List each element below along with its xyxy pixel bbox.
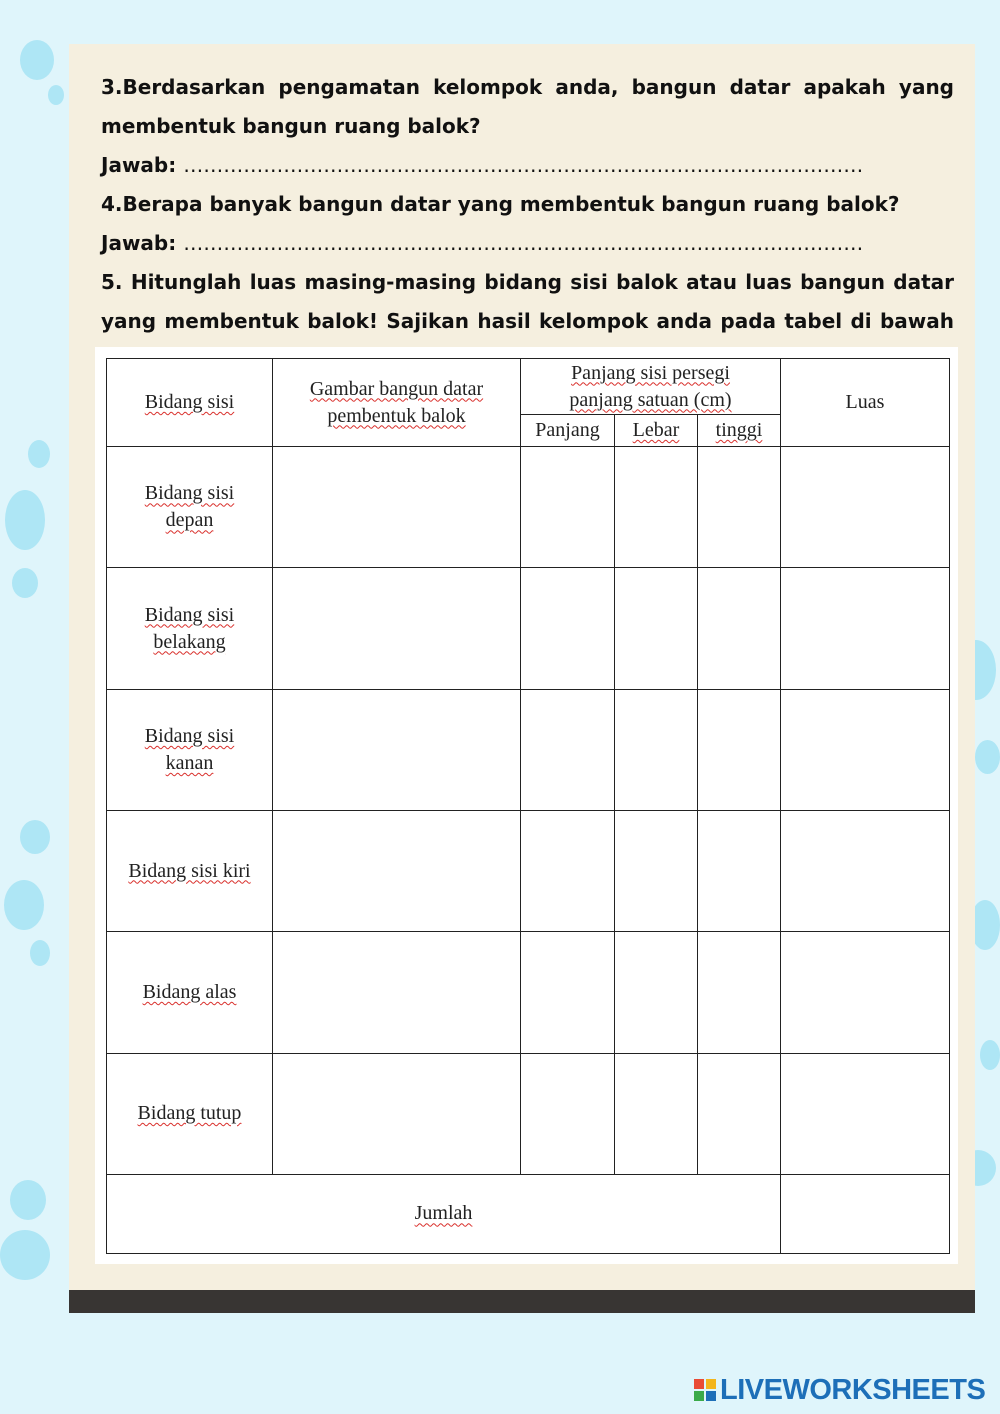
liveworksheets-logo — [694, 1373, 985, 1407]
cell-tinggi[interactable] — [698, 447, 781, 568]
header-bidang-sisi: Bidang sisi — [107, 359, 273, 447]
total-row — [107, 1174, 950, 1253]
cell-tinggi[interactable] — [698, 689, 781, 810]
bottom-bar — [69, 1290, 975, 1313]
cell-lebar[interactable] — [615, 1053, 698, 1174]
cell-gambar[interactable] — [273, 568, 521, 689]
cell-lebar[interactable] — [615, 810, 698, 931]
cell-tinggi[interactable] — [698, 810, 781, 931]
cell-gambar[interactable] — [273, 932, 521, 1053]
total-label: Jumlah — [107, 1174, 781, 1253]
row-label: Bidang sisi kiri — [107, 810, 273, 931]
answer-label: Jawab: — [101, 231, 177, 255]
row-label: Bidang tutup — [107, 1053, 273, 1174]
row-label: Bidang sisi depan — [107, 447, 273, 568]
cell-gambar[interactable] — [273, 689, 521, 810]
header-gambar: Gambar bangun datar pembentuk balok — [273, 359, 521, 447]
question-3-answer — [101, 146, 863, 185]
cell-gambar[interactable] — [273, 810, 521, 931]
cell-panjang[interactable] — [521, 689, 615, 810]
question-3: 3.Berdasarkan pengamatan kelompok anda, bangun datar apakah yang membentuk bangun ruang balok? — [101, 75, 954, 138]
cell-luas[interactable] — [781, 568, 950, 689]
cell-panjang[interactable] — [521, 447, 615, 568]
question-4: 4.Berapa banyak bangun datar yang membentuk bangun ruang balok? — [101, 192, 900, 216]
logo-text: LIVEWORKSHEETS — [720, 1373, 986, 1406]
question-5: 5. Hitunglah luas masing-masing bidang sisi balok atau luas bangun datar yang membentuk balok! Sajikan hasil kelompok anda pada tabel di bawah — [101, 270, 954, 333]
row-label: Bidang alas — [107, 932, 273, 1053]
header-lebar: Lebar — [615, 415, 698, 447]
cell-panjang[interactable] — [521, 1053, 615, 1174]
cell-panjang[interactable] — [521, 568, 615, 689]
cell-gambar[interactable] — [273, 1053, 521, 1174]
header-tinggi: tinggi — [698, 415, 781, 447]
cell-luas[interactable] — [781, 689, 950, 810]
row-label: Bidang sisi kanan — [107, 689, 273, 810]
cell-luas[interactable] — [781, 1053, 950, 1174]
cell-luas[interactable] — [781, 932, 950, 1053]
table-row — [107, 689, 950, 810]
question-4-answer — [101, 224, 863, 263]
cell-tinggi[interactable] — [698, 568, 781, 689]
cell-panjang[interactable] — [521, 810, 615, 931]
cell-panjang[interactable] — [521, 932, 615, 1053]
answer-blank[interactable]: ………………………………………………………………………………………… — [183, 231, 864, 255]
cell-luas[interactable] — [781, 447, 950, 568]
row-label: Bidang sisi belakang — [107, 568, 273, 689]
table-row — [107, 932, 950, 1053]
header-panjang-sisi: Panjang sisi persegi panjang satuan (cm) — [521, 359, 781, 415]
answer-label: Jawab: — [101, 153, 177, 177]
table-container — [95, 347, 958, 1264]
cell-lebar[interactable] — [615, 568, 698, 689]
header-luas: Luas — [781, 359, 950, 447]
cell-tinggi[interactable] — [698, 932, 781, 1053]
cell-tinggi[interactable] — [698, 1053, 781, 1174]
cell-total-luas[interactable] — [781, 1174, 950, 1253]
answer-blank[interactable]: ………………………………………………………………………………………… — [183, 153, 864, 177]
table-row — [107, 447, 950, 568]
cell-lebar[interactable] — [615, 447, 698, 568]
cell-lebar[interactable] — [615, 932, 698, 1053]
table-row — [107, 810, 950, 931]
cell-luas[interactable] — [781, 810, 950, 931]
logo-icon — [694, 1379, 716, 1401]
header-panjang: Panjang — [521, 415, 615, 447]
cell-lebar[interactable] — [615, 689, 698, 810]
area-table — [106, 358, 950, 1254]
table-row — [107, 1053, 950, 1174]
cell-gambar[interactable] — [273, 447, 521, 568]
table-row — [107, 568, 950, 689]
